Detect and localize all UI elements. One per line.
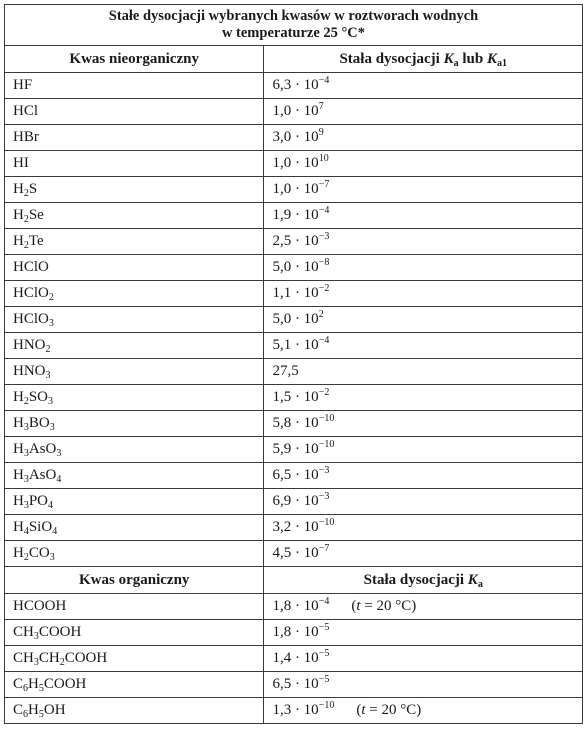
constant-times-base: · 10: [291, 676, 319, 692]
formula-subscript: 6: [23, 709, 29, 720]
inorganic-constant-cell: [264, 281, 583, 307]
constant-mantissa: 1,0: [272, 181, 292, 197]
k-subscript: a: [477, 578, 483, 590]
inorganic-acid-cell: [5, 333, 264, 359]
formula-part: HClO: [13, 311, 49, 327]
note-rest: = 20 °C): [365, 702, 422, 718]
organic-header-row: [5, 567, 583, 594]
constant-times-base: · 10: [291, 103, 319, 119]
constant-times-base: · 10: [291, 311, 319, 327]
temperature-note: [356, 702, 421, 719]
formula-subscript: 2: [45, 344, 51, 355]
formula-subscript: 6: [23, 683, 29, 694]
formula-part: HF: [13, 77, 33, 93]
table-row: [5, 177, 583, 203]
constant-exponent: −5: [318, 622, 330, 633]
formula-part: HI: [13, 155, 29, 171]
formula-part: H: [13, 441, 24, 457]
constant-mantissa: 1,5: [272, 389, 292, 405]
formula-part: HClO: [13, 285, 49, 301]
table-row: [5, 359, 583, 385]
inorganic-acid-cell: [5, 73, 264, 99]
constant-exponent: 7: [318, 101, 324, 112]
inorganic-header-row: [5, 46, 583, 73]
constant-mantissa: 2,5: [272, 233, 292, 249]
organic-acid-cell: [5, 620, 264, 646]
formula-subscript: 2: [23, 240, 29, 251]
constant-mantissa: 4,5: [272, 545, 292, 561]
constant-exponent: 10: [318, 153, 329, 164]
inorganic-constant-cell: [264, 385, 583, 411]
constant-exponent: −4: [318, 335, 330, 346]
inorganic-constant-cell: [264, 489, 583, 515]
constant-times-base: · 10: [291, 519, 319, 535]
constant-value: 27,5: [272, 363, 299, 379]
formula-part: H: [13, 493, 24, 509]
constant-mantissa: 6,5: [272, 467, 292, 483]
organic-constant-cell: [264, 698, 583, 724]
formula-part: C: [13, 702, 24, 718]
inorganic-constant-cell: [264, 463, 583, 489]
table-row: [5, 151, 583, 177]
constant-times-base: · 10: [291, 389, 319, 405]
organic-constant-cell: [264, 594, 583, 620]
constant-times-base: · 10: [291, 467, 319, 483]
inorganic-acid-cell: [5, 359, 264, 385]
formula-subscript: 3: [23, 474, 29, 485]
inorganic-acid-cell: [5, 463, 264, 489]
formula-part: S: [28, 181, 38, 197]
note-t: t: [361, 702, 366, 718]
constant-times-base: · 10: [291, 624, 319, 640]
formula-part: Te: [28, 233, 44, 249]
formula-part: OH: [43, 702, 66, 718]
constant-exponent: −3: [318, 231, 330, 242]
organic-constant-cell: [264, 672, 583, 698]
table-row: [5, 307, 583, 333]
formula-subscript: 4: [52, 526, 58, 537]
constant-mantissa: 5,0: [272, 311, 292, 327]
formula-part: H: [13, 519, 24, 535]
constant-exponent: −3: [318, 465, 330, 476]
formula-subscript: 3: [23, 500, 29, 511]
inorganic-constant-cell: [264, 125, 583, 151]
constant-exponent: −10: [318, 517, 335, 528]
formula-subscript: 3: [48, 396, 54, 407]
formula-part: PO: [28, 493, 49, 509]
formula-subscript: 3: [33, 631, 39, 642]
constant-times-base: · 10: [291, 129, 319, 145]
inorganic-acid-cell: [5, 411, 264, 437]
constant-exponent: 2: [318, 309, 324, 320]
formula-subscript: 5: [38, 709, 44, 720]
constant-exponent: −10: [318, 700, 335, 711]
table-row: [5, 333, 583, 359]
constant-times-base: · 10: [291, 650, 319, 666]
constant-exponent: −10: [318, 413, 335, 424]
constant-exponent: −5: [318, 674, 330, 685]
table-row: [5, 385, 583, 411]
organic-acid-header: Kwas organiczny: [5, 567, 264, 594]
constant-exponent: −8: [318, 257, 330, 268]
inorganic-constant-header: [264, 46, 583, 73]
formula-part: HCl: [13, 103, 39, 119]
formula-subscript: 3: [45, 370, 51, 381]
constant-mantissa: 3,2: [272, 519, 292, 535]
formula-part: CO: [28, 545, 50, 561]
inorganic-constant-cell: [264, 359, 583, 385]
inorganic-constant-cell: [264, 177, 583, 203]
constant-exponent: −2: [318, 387, 330, 398]
inorganic-constant-cell: [264, 203, 583, 229]
table-row: [5, 281, 583, 307]
formula-subscript: 4: [48, 500, 54, 511]
formula-subscript: 4: [23, 526, 29, 537]
k-symbol: K: [443, 50, 454, 67]
k-symbol: K: [467, 571, 478, 588]
constant-exponent: −2: [318, 283, 330, 294]
k-symbol: K: [486, 50, 497, 67]
formula-part: H: [13, 467, 24, 483]
inorganic-acid-cell: [5, 489, 264, 515]
constant-exponent: −4: [318, 205, 330, 216]
constant-mantissa: 1,0: [272, 155, 292, 171]
constant-exponent: 9: [318, 127, 324, 138]
formula-part: AsO: [28, 467, 57, 483]
inorganic-constant-cell: [264, 333, 583, 359]
constant-times-base: · 10: [291, 545, 319, 561]
table-row: [5, 698, 583, 724]
inorganic-constant-cell: [264, 151, 583, 177]
inorganic-acid-cell: [5, 229, 264, 255]
constant-times-base: · 10: [291, 155, 319, 171]
inorganic-acid-cell: [5, 281, 264, 307]
formula-subscript: 2: [23, 396, 29, 407]
formula-subscript: 3: [56, 448, 62, 459]
formula-part: HBr: [13, 129, 39, 145]
table-title-line2: w temperaturze 25 °C*: [221, 25, 366, 41]
inorganic-acid-cell: [5, 515, 264, 541]
constant-mantissa: 1,0: [272, 103, 292, 119]
formula-subscript: 2: [23, 214, 29, 225]
constant-mantissa: 1,4: [272, 650, 292, 666]
formula-part: CH: [38, 650, 60, 666]
formula-subscript: 3: [49, 552, 55, 563]
formula-subscript: 3: [48, 318, 54, 329]
formula-subscript: 3: [49, 422, 55, 433]
constant-exponent: −10: [318, 439, 335, 450]
formula-part: SiO: [28, 519, 53, 535]
constant-times-base: · 10: [291, 259, 319, 275]
inorganic-acid-cell: [5, 385, 264, 411]
organic-constant-header: [264, 567, 583, 594]
organic-constant-cell: [264, 646, 583, 672]
formula-part: H: [13, 233, 24, 249]
constant-mantissa: 3,0: [272, 129, 292, 145]
formula-subscript: 3: [33, 657, 39, 668]
k-subscript: a: [453, 57, 459, 69]
table-row: [5, 541, 583, 567]
temperature-note: [351, 598, 416, 615]
k-subscript: a1: [497, 57, 507, 69]
note-rest: = 20 °C): [360, 598, 417, 614]
inorganic-constant-cell: [264, 411, 583, 437]
formula-part: AsO: [28, 441, 57, 457]
formula-subscript: 2: [59, 657, 65, 668]
organic-acid-cell: [5, 594, 264, 620]
constant-mantissa: 1,8: [272, 624, 292, 640]
table-row: [5, 411, 583, 437]
formula-part: HNO: [13, 337, 46, 353]
formula-subscript: 5: [38, 683, 44, 694]
constant-times-base: · 10: [291, 77, 319, 93]
formula-part: COOH: [38, 624, 82, 640]
formula-subscript: 2: [23, 552, 29, 563]
formula-part: H: [28, 676, 39, 692]
inorganic-acid-header: Kwas nieorganiczny: [5, 46, 264, 73]
constant-exponent: −3: [318, 491, 330, 502]
constant-exponent: −7: [318, 543, 330, 554]
constant-exponent: −4: [318, 596, 330, 607]
constant-exponent: −4: [318, 75, 330, 86]
constant-mantissa: 6,9: [272, 493, 292, 509]
organic-constant-cell: [264, 620, 583, 646]
constant-mantissa: 1,3: [272, 702, 292, 718]
formula-subscript: 2: [48, 292, 54, 303]
table-row: [5, 620, 583, 646]
constant-times-base: · 10: [291, 493, 319, 509]
inorganic-acid-cell: [5, 203, 264, 229]
constant-exponent: −5: [318, 648, 330, 659]
table-row: [5, 99, 583, 125]
inorganic-constant-cell: [264, 255, 583, 281]
note-t: t: [356, 598, 361, 614]
table-row: [5, 463, 583, 489]
constant-times-base: · 10: [291, 415, 319, 431]
inorganic-constant-cell: [264, 99, 583, 125]
constant-mantissa: 5,9: [272, 441, 292, 457]
formula-part: H: [13, 389, 24, 405]
table-row: [5, 437, 583, 463]
constant-times-base: · 10: [291, 702, 319, 718]
constant-header-or: lub: [458, 50, 487, 67]
table-row: [5, 255, 583, 281]
inorganic-constant-cell: [264, 229, 583, 255]
constant-mantissa: 6,3: [272, 77, 292, 93]
constant-times-base: · 10: [291, 207, 319, 223]
formula-part: H: [13, 207, 24, 223]
formula-subscript: 3: [23, 422, 29, 433]
inorganic-rows: [5, 73, 583, 567]
constant-times-base: · 10: [291, 441, 319, 457]
table-title-row: [5, 5, 583, 46]
formula-part: Se: [28, 207, 44, 223]
constant-times-base: · 10: [291, 233, 319, 249]
constant-header-text: Stała dysocjacji: [339, 50, 444, 67]
inorganic-constant-cell: [264, 437, 583, 463]
formula-part: HNO: [13, 363, 46, 379]
formula-part: H: [13, 545, 24, 561]
formula-part: CH: [13, 624, 34, 640]
table-title-line1: Stałe dysocjacji wybranych kwasów w roztworach wodnych: [108, 8, 479, 24]
inorganic-constant-cell: [264, 307, 583, 333]
note-open: (: [356, 702, 362, 718]
table-row: [5, 489, 583, 515]
acid-dissociation-table: [4, 4, 583, 724]
table-row: [5, 594, 583, 620]
formula-part: H: [13, 415, 24, 431]
organic-rows: [5, 594, 583, 724]
inorganic-acid-cell: [5, 177, 264, 203]
formula-part: SO: [28, 389, 49, 405]
table-title: [5, 5, 583, 46]
formula-subscript: 3: [23, 448, 29, 459]
inorganic-constant-cell: [264, 515, 583, 541]
constant-mantissa: 5,1: [272, 337, 292, 353]
formula-part: CH: [13, 650, 34, 666]
table-row: [5, 125, 583, 151]
formula-part: H: [28, 702, 39, 718]
formula-part: C: [13, 676, 24, 692]
constant-header-text: Stała dysocjacji: [363, 571, 468, 588]
formula-part: COOH: [64, 650, 108, 666]
note-open: (: [351, 598, 357, 614]
inorganic-acid-cell: [5, 541, 264, 567]
formula-part: BO: [28, 415, 50, 431]
constant-mantissa: 1,9: [272, 207, 292, 223]
constant-times-base: · 10: [291, 285, 319, 301]
inorganic-constant-cell: [264, 541, 583, 567]
constant-times-base: · 10: [291, 598, 319, 614]
inorganic-constant-cell: [264, 73, 583, 99]
table-row: [5, 203, 583, 229]
inorganic-acid-cell: [5, 307, 264, 333]
organic-acid-cell: [5, 646, 264, 672]
constant-mantissa: 5,0: [272, 259, 292, 275]
inorganic-acid-cell: [5, 437, 264, 463]
formula-part: HClO: [13, 259, 49, 275]
inorganic-acid-cell: [5, 255, 264, 281]
inorganic-acid-cell: [5, 99, 264, 125]
table-row: [5, 229, 583, 255]
table-row: [5, 73, 583, 99]
constant-mantissa: 1,1: [272, 285, 292, 301]
constant-mantissa: 6,5: [272, 676, 292, 692]
constant-mantissa: 5,8: [272, 415, 292, 431]
constant-times-base: · 10: [291, 181, 319, 197]
constant-mantissa: 1,8: [272, 598, 292, 614]
constant-exponent: −7: [318, 179, 330, 190]
inorganic-acid-cell: [5, 151, 264, 177]
organic-acid-cell: [5, 672, 264, 698]
table-row: [5, 672, 583, 698]
formula-subscript: 4: [56, 474, 62, 485]
formula-subscript: 2: [23, 188, 29, 199]
formula-part: HCOOH: [13, 598, 67, 614]
formula-part: COOH: [43, 676, 87, 692]
formula-part: H: [13, 181, 24, 197]
table-row: [5, 515, 583, 541]
organic-acid-cell: [5, 698, 264, 724]
inorganic-acid-cell: [5, 125, 264, 151]
constant-times-base: · 10: [291, 337, 319, 353]
table-row: [5, 646, 583, 672]
